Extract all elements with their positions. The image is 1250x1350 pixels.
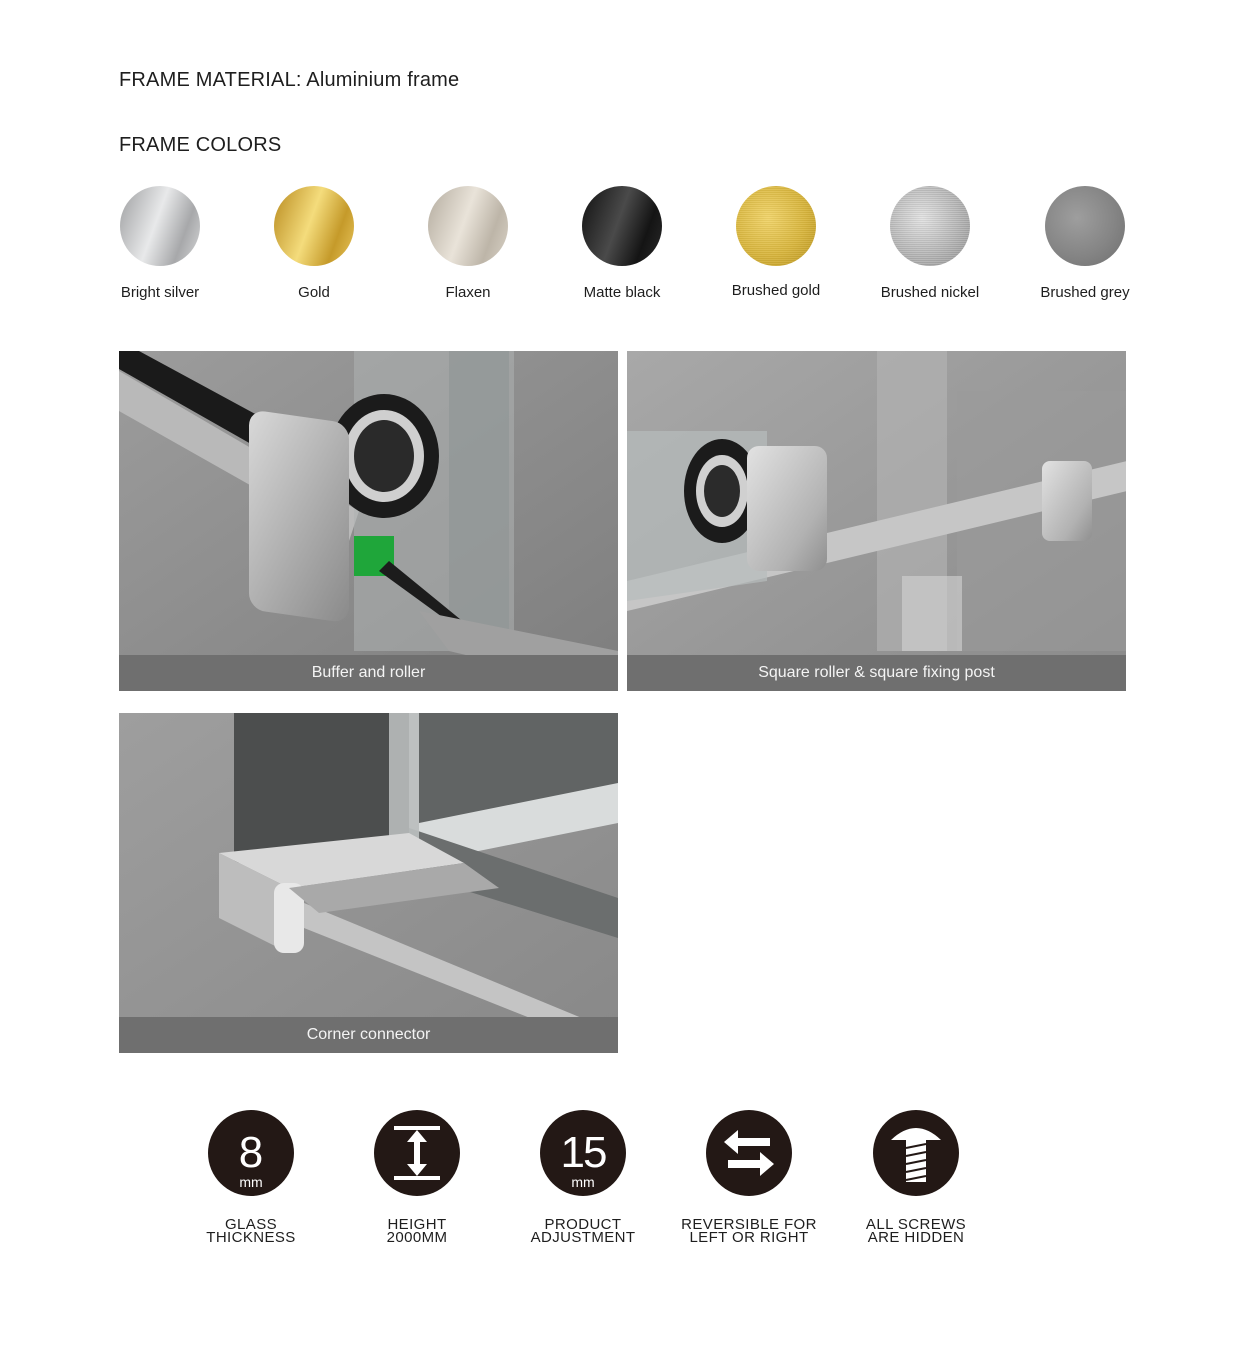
- feature-line1: HEIGHT: [387, 1216, 447, 1233]
- feature-label: [503, 1218, 663, 1244]
- swatch-flaxen[interactable]: [398, 186, 538, 301]
- feature-line2: ADJUSTMENT: [530, 1229, 636, 1246]
- frame-colors-heading: FRAME COLORS: [119, 134, 282, 156]
- brushed-gold-disc: [736, 186, 816, 266]
- screw-icon: [873, 1110, 959, 1196]
- feature-line1: REVERSIBLE FOR: [681, 1216, 817, 1233]
- swatch-label: Flaxen: [445, 284, 491, 301]
- color-swatch-row: [0, 186, 1250, 306]
- feature-line2: THICKNESS: [206, 1229, 296, 1246]
- feature-hidden-screws: [836, 1110, 996, 1244]
- swatch-brushed-gold[interactable]: [706, 186, 846, 299]
- swatch-gold[interactable]: [244, 186, 384, 301]
- feature-glass-thickness: [171, 1110, 331, 1244]
- feature-line2: LEFT OR RIGHT: [689, 1229, 809, 1246]
- photo-square-roller-fixing-post: [627, 351, 1126, 691]
- frame-material-heading: FRAME MATERIAL: Aluminium frame: [119, 69, 460, 91]
- swatch-label: Gold: [298, 284, 330, 301]
- swatch-brushed-nickel[interactable]: [860, 186, 1000, 301]
- flaxen-disc: [428, 186, 508, 266]
- swatch-brushed-grey[interactable]: [1015, 186, 1155, 301]
- height-arrow-icon: [374, 1110, 460, 1196]
- swatch-label: Brushed grey: [1040, 284, 1130, 301]
- swap-arrows-icon: [706, 1110, 792, 1196]
- feature-label: [337, 1218, 497, 1244]
- corner-connector-illustration: [119, 713, 618, 1053]
- bright-silver-disc: [120, 186, 200, 266]
- swatch-label: Brushed nickel: [880, 284, 980, 301]
- badge-unit: mm: [571, 1174, 595, 1190]
- photo-corner-connector: [119, 713, 618, 1053]
- feature-product-adjustment: [503, 1110, 663, 1244]
- badge-unit: mm: [239, 1174, 263, 1190]
- swatch-bright-silver[interactable]: [90, 186, 230, 301]
- feature-label: [171, 1218, 331, 1244]
- photo-caption: Corner connector: [119, 1017, 618, 1053]
- badge-number: 8: [238, 1128, 264, 1177]
- brushed-nickel-disc: [890, 186, 970, 266]
- swatch-label: Brushed gold: [731, 282, 821, 299]
- photo-buffer-and-roller: [119, 351, 618, 691]
- swatch-matte-black[interactable]: [552, 186, 692, 301]
- square-roller-illustration: [627, 351, 1126, 691]
- photo-caption: Buffer and roller: [119, 655, 618, 691]
- buffer-roller-illustration: [119, 351, 618, 691]
- swatch-label: Bright silver: [120, 284, 200, 301]
- swatch-label: Matte black: [583, 284, 661, 301]
- feature-line1: ALL SCREWS: [865, 1216, 967, 1233]
- brushed-grey-disc: [1045, 186, 1125, 266]
- feature-line1: GLASS: [224, 1216, 278, 1233]
- feature-badges: [0, 1110, 1250, 1260]
- glass-thickness-badge: [208, 1110, 294, 1196]
- feature-line1: PRODUCT: [544, 1216, 622, 1233]
- feature-label: [669, 1218, 829, 1244]
- feature-height: [337, 1110, 497, 1244]
- product-adjustment-badge: [540, 1110, 626, 1196]
- gold-disc: [274, 186, 354, 266]
- feature-reversible: [669, 1110, 829, 1244]
- photo-caption: Square roller & square fixing post: [627, 655, 1126, 691]
- feature-label: [836, 1218, 996, 1244]
- feature-line2: 2000MM: [386, 1229, 448, 1246]
- badge-number: 15: [560, 1128, 606, 1177]
- matte-black-disc: [582, 186, 662, 266]
- feature-line2: ARE HIDDEN: [867, 1229, 965, 1246]
